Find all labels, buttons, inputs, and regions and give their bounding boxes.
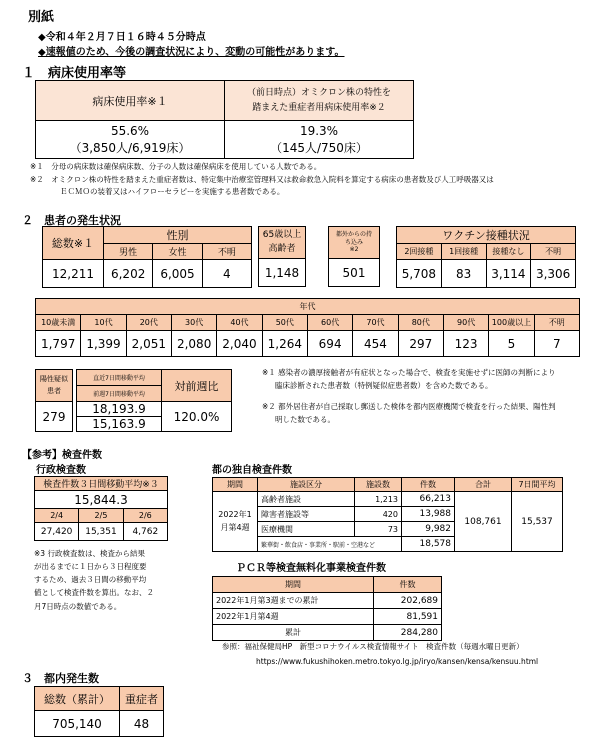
own-cases: 18,578 (402, 537, 455, 552)
age-header: 40代 (217, 315, 262, 331)
prev-avg7-value: 15,163.9 (77, 417, 162, 432)
pcr-period: 累計 (213, 625, 374, 641)
prev-avg7-label: 前週7日間移動平均 (77, 386, 162, 402)
patient-sex-table (42, 226, 252, 288)
admin-date: 2/5 (79, 509, 123, 523)
moving-average-table (76, 369, 232, 432)
elderly-value: 1,148 (259, 259, 306, 287)
bed-usage-value: 55.6% （3,850人/6,919床） (36, 121, 225, 159)
age-table (35, 298, 580, 357)
pcr-cases-header: 件数 (374, 577, 442, 593)
suspect-value: 279 (36, 402, 73, 432)
pcr-period: 2022年1月第4週 (213, 609, 374, 625)
admin-value: 15,351 (79, 523, 123, 541)
own-cases: 13,988 (402, 507, 455, 522)
own-category: 障害者施設等 (258, 507, 355, 522)
own-period: 2022年1 月第4週 (213, 492, 258, 552)
admin-note (34, 547, 154, 613)
severe-bed-usage-value: 19.3% （145人/750床） (225, 121, 414, 159)
age-header: 10代 (81, 315, 126, 331)
admin-test-table (34, 476, 168, 541)
vaccine-header: 1回接種 (441, 244, 486, 260)
own-header: 施設区分 (258, 478, 355, 492)
patient-note2b: 明した数である。 (275, 415, 335, 424)
cumulative-total-label: 総数（累計） (35, 687, 120, 711)
age-value: 1,399 (81, 331, 126, 357)
age-header: 100歳以上 (489, 315, 534, 331)
bed-usage-header: 病床使用率※１ (36, 81, 225, 121)
bed-note2b: ＥＣＭＯの装着又はハイフローセラピーを実施する患者数である。 (60, 187, 285, 196)
source-note: 参照：福祉保健局HP 新型コロナウイルス検査情報サイト 検査件数（毎週水曜日更新） (222, 642, 524, 651)
avg7-label: 直近7日間移動平均 (77, 370, 162, 386)
vaccine-header: 2回接種 (397, 244, 442, 260)
age-header: 90代 (443, 315, 488, 331)
age-header: 30代 (171, 315, 216, 331)
female-label: 女性 (153, 244, 202, 260)
own-category: 繁華街・飲食店・事業所・駅前・空港など (258, 537, 402, 552)
severe-value: 48 (120, 711, 164, 737)
own-header: 件数 (402, 478, 455, 492)
admin-date: 2/4 (35, 509, 79, 523)
admin-note-line: 月7日時点の数値である。 (34, 601, 122, 611)
bed-note1: ※１ 分母の病床数は確保病床数、分子の人数は確保病床を使用している人数である。 (30, 162, 322, 171)
severe-bed-usage-header: （前日時点）オミクロン株の特性を 踏まえた重症者用病床使用率※２ (225, 81, 414, 121)
own-count: 73 (355, 522, 402, 537)
vaccine-value: 5,708 (397, 260, 442, 288)
age-header: 70代 (353, 315, 398, 331)
vaccine-label: ワクチン接種状況 (397, 227, 576, 244)
section3-heading: ３ 都内発生数 (22, 672, 99, 685)
age-value: 123 (443, 331, 488, 357)
patient-note1a: ※１ 感染者の濃厚接触者が有症状となった場合で、検査を実施せずに医師の判断により (262, 368, 556, 377)
age-header: 60代 (307, 315, 352, 331)
own-header: 期間 (213, 478, 258, 492)
admin-note-line: するため、過去３日間の移動平均 (34, 575, 147, 585)
ratio-label: 対前週比 (162, 370, 232, 402)
reference-heading: 【参考】検査件数 (22, 450, 102, 461)
own-test-table (212, 477, 563, 552)
vaccine-value: 83 (441, 260, 486, 288)
own-cases: 9,982 (402, 522, 455, 537)
suspect-table (35, 369, 73, 432)
own-header: 施設数 (355, 478, 402, 492)
elderly-label: 65歳以上 高齢者 (259, 227, 306, 259)
own-category: 高齢者施設 (258, 492, 355, 507)
pcr-cases: 81,591 (374, 609, 442, 625)
own-count: 1,213 (355, 492, 402, 507)
age-value: 2,040 (217, 331, 262, 357)
bed-note2a: ※２ オミクロン株の特性を踏まえた重症者数は、特定集中治療室管理料又は救命救急入院料を算定する病床の患者数及び人工呼吸器又は (30, 175, 494, 184)
total-label: 総数※１ (43, 227, 104, 260)
pcr-cases: 284,280 (374, 625, 442, 641)
total-value: 12,211 (43, 260, 104, 288)
admin-note-line: ※3 行政検査数は、検査から結果 (34, 549, 145, 558)
own-cases: 66,213 (402, 492, 455, 507)
import-table (328, 226, 380, 287)
admin-note-line: が出るまでに１日から３日程度要 (34, 562, 147, 572)
own-test-heading: 都の独自検査件数 (212, 465, 292, 476)
admin-avg-value: 15,844.3 (35, 491, 168, 509)
avg7-value: 18,193.9 (77, 402, 162, 417)
bed-usage-table (35, 80, 414, 159)
age-value: 5 (489, 331, 534, 357)
vaccine-value: 3,306 (531, 260, 576, 288)
cumulative-total-value: 705,140 (35, 711, 120, 737)
age-value: 7 (534, 331, 579, 357)
age-value: 2,051 (126, 331, 171, 357)
own-avg: 15,537 (512, 492, 563, 552)
admin-value: 4,762 (123, 523, 167, 541)
own-count: 420 (355, 507, 402, 522)
own-category: 医療機関 (258, 522, 355, 537)
age-header: 不明 (534, 315, 579, 331)
age-value: 1,797 (36, 331, 81, 357)
age-header: 10歳未満 (36, 315, 81, 331)
vaccine-header: 不明 (531, 244, 576, 260)
timestamp-note: ◆令和４年２月７日１６時４５分時点 (38, 32, 206, 43)
own-header: 7日間平均 (512, 478, 563, 492)
pcr-period-header: 期間 (213, 577, 374, 593)
pcr-cases: 202,689 (374, 593, 442, 609)
age-value: 297 (398, 331, 443, 357)
suspect-label: 陽性疑似 患者 (36, 370, 73, 402)
source-url[interactable]: https://www.fukushihoken.metro.tokyo.lg.jp/iryo/kansen/kensa/kensuu.html (256, 657, 539, 666)
vaccine-header: 接種なし (486, 244, 531, 260)
age-value: 454 (353, 331, 398, 357)
cumulative-table (34, 686, 164, 737)
patient-note1b: 臨床診断された患者数（特例疑似症患者数）を含めた数である。 (275, 381, 493, 390)
own-header: 合計 (455, 478, 512, 492)
male-label: 男性 (104, 244, 153, 260)
female-value: 6,005 (153, 260, 202, 288)
section2-heading: ２ 患者の発生状況 (22, 214, 121, 227)
age-value: 2,080 (171, 331, 216, 357)
pcr-table (212, 576, 442, 641)
preliminary-note: ◆速報値のため、今後の調査状況により、変動の可能性があります。 (38, 47, 345, 58)
sex-label: 性別 (104, 227, 252, 244)
admin-value: 27,420 (35, 523, 79, 541)
vaccine-table (396, 226, 576, 288)
sex-unknown-label: 不明 (202, 244, 251, 260)
male-value: 6,202 (104, 260, 153, 288)
age-header: 50代 (262, 315, 307, 331)
age-header: 80代 (398, 315, 443, 331)
age-value: 1,264 (262, 331, 307, 357)
admin-date: 2/6 (123, 509, 167, 523)
patient-note2a: ※２ 都外居住者が自己採取し郵送した検体を都内医療機関で検査を行った結果、陽性判 (262, 402, 556, 411)
ratio-value: 120.0% (162, 402, 232, 432)
page-title: 別紙 (28, 10, 55, 25)
admin-note-line: 値として検査件数を算出。なお、２ (34, 588, 154, 598)
own-total: 108,761 (455, 492, 512, 552)
import-label: 都外からの持 ち込み ※2 (329, 227, 380, 259)
section1-heading: １ 病床使用率等 (22, 66, 127, 81)
vaccine-value: 3,114 (486, 260, 531, 288)
import-value: 501 (329, 259, 380, 287)
severe-label: 重症者 (120, 687, 164, 711)
pcr-period: 2022年1月第3週までの累計 (213, 593, 374, 609)
pcr-heading: ＰＣＲ等検査無料化事業検査件数 (236, 563, 386, 574)
admin-test-heading: 行政検査数 (36, 465, 86, 476)
age-value: 694 (307, 331, 352, 357)
sex-unknown-value: 4 (202, 260, 251, 288)
elderly-table (258, 226, 306, 287)
age-header: 20代 (126, 315, 171, 331)
admin-avg-label: 検査件数３日間移動平均※３ (35, 477, 168, 491)
age-label: 年代 (36, 299, 580, 315)
